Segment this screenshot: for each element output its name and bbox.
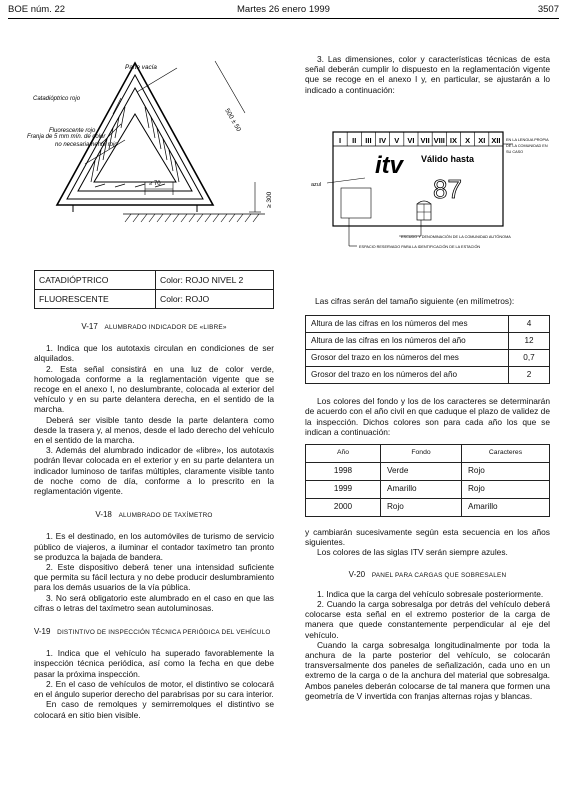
- label-parte-vacia: Parte vacía: [125, 64, 157, 71]
- header-rule: [8, 18, 559, 19]
- paragraph: 3. Además del alumbrado indicador de «libre», los autotaxis podrán llevar colocada en el exterior y en su parte delantera un indicador luminoso de tarifas múltiples, claramente visible tanto de noche como de día, conforme a lo prescrito en la reglamentación vigente.: [34, 445, 274, 497]
- annotation-azul: azul: [311, 182, 322, 188]
- paragraph: 2. Este dispositivo deberá tener una intensidad suficiente que permita su fácil lectura y no debe producir deslumbramiento para los demás usuarios de la vía pública.: [34, 562, 274, 593]
- coat-of-arms-icon: [417, 201, 431, 220]
- month-label: XII: [491, 136, 501, 145]
- section-title-v20: V-20 PANEL PARA CARGAS QUE SOBRESALEN: [348, 569, 507, 579]
- reflector-color-table: [34, 270, 274, 309]
- year-digits: 87: [433, 174, 462, 204]
- table-row: Altura de las cifras en los números del mes 4: [306, 316, 550, 333]
- paragraph: 1. Indica que los autotaxis circulan en condiciones de ser alquilados.: [34, 343, 274, 364]
- cell-color: Color: ROJO: [156, 290, 274, 309]
- annotation-lengua-2: DE LA COMUNIDAD EN: [506, 144, 548, 148]
- label-franja-1: Franja de 5 mm mín. de color: [27, 134, 106, 140]
- paragraph: Cuando la carga sobresalga longitudinalmente por toda la anchura de la parte posterior del vehículo, se colocarán transversalmente dos paneles de señalización, cada uno en un extremo de la carga o de la anchura del material que sobresalga. Ambos paneles deberán colocarse de tal manera que formen una geometría de V invertida con franjas alternas rojas y blancas.: [305, 639, 550, 701]
- month-label: XI: [478, 136, 486, 145]
- month-label: I: [339, 136, 342, 145]
- annotation-lengua-1: EN LA LENGUA PROPIA: [506, 138, 549, 142]
- dimension-300: ≥ 300: [266, 191, 273, 208]
- label-catadioptrico: Catadióptrico rojo: [33, 96, 81, 102]
- page-header: [8, 4, 559, 18]
- annotation-escudo: ESCUDO Y DENOMINACIÓN DE LA COMUNIDAD AUTÓNOMA: [401, 235, 511, 239]
- paragraph: 2. Esta señal consistirá en una luz de color verde, homologada conforme a la reglamentación vigente que se recoge en el anexo I, no deslumbrante, colocada al exterior del vehículo y en su parte delantera derecha, en el sentido de la marcha.: [34, 363, 274, 415]
- month-label: II: [352, 136, 357, 145]
- dimension-500: 500 ± 50: [223, 107, 242, 133]
- label-franja-2: no necesariamente rojo: [55, 142, 118, 148]
- paragraph: En caso de remolques y semirremolques el distintivo se colocará en sitio bien visible.: [34, 699, 274, 720]
- table-row: [35, 271, 274, 290]
- year-color-table: [305, 444, 550, 517]
- journal-issue: BOE núm. 22: [8, 4, 66, 15]
- paragraph: Las cifras serán del tamaño siguiente (en milímetros):: [315, 296, 515, 306]
- month-label: VI: [407, 136, 415, 145]
- page-number: 3507: [537, 4, 559, 15]
- paragraph: 3. Las dimensiones, color y características técnicas de esta señal deberán cumplir lo dispuesto en la reglamentación vigente que se recoge en el anexo I y, en particular, se ajustarán a lo indicado a continuación:: [305, 54, 550, 95]
- paragraph: 1. Es el destinado, en los automóviles de turismo de servicio público de viajeros, a iluminar el contador taxímetro tan pronto se produzca la bajada de bandera.: [34, 531, 274, 562]
- section-title-v18: V-18 ALUMBRADO DE TAXÍMETRO: [95, 510, 213, 520]
- valido-hasta: Válido hasta: [421, 154, 475, 164]
- paragraph: 3. No será obligatorio este alumbrado en el caso en que las cifras o letras del taxímetro sean autoluminosas.: [34, 592, 274, 613]
- dimension-70: ≥ 70: [149, 181, 161, 187]
- month-label: V: [394, 136, 400, 145]
- left-column: [34, 322, 274, 720]
- annotation-lengua-3: SU CASO: [506, 150, 524, 154]
- paragraph: 1. Indica que la carga del vehículo sobresale posteriormente.: [317, 588, 544, 599]
- paragraph: y cambiarán sucesivamente según esta secuencia en los años siguientes.: [305, 527, 550, 548]
- section-title-v19: V-19 DISTINTIVO DE INSPECCIÓN TÉCNICA PERIÓDICA DEL VEHÍCULO: [34, 627, 271, 637]
- table-row: 2000 Rojo Amarillo: [306, 499, 550, 517]
- month-label: X: [465, 136, 471, 145]
- month-label: VII: [420, 136, 430, 145]
- label-fluorescente: Fluorescente rojo: [49, 128, 96, 134]
- paragraph: 2. Cuando la carga sobresalga por detrás del vehículo deberá colocarse esta señal en el extremo posterior de la carga de manera que quede constantemente perpendicular al eje del vehículo.: [305, 599, 550, 640]
- table-row: 1998 Verde Rojo: [306, 463, 550, 481]
- paragraph: Deberá ser visible tanto desde la parte delantera como desde la trasera y, al menos, desde el lado derecho del vehículo en el sentido de la marcha.: [34, 414, 274, 446]
- paragraph: 1. Indica que el vehículo ha superado favorablemente la inspección técnica periódica, así como la fecha en que debe pasar la próxima inspección.: [34, 648, 274, 679]
- paragraph: 2. En el caso de vehículos de motor, el distintivo se colocará en el ángulo superior derecho del parabrisas por su cara interior.: [34, 678, 274, 700]
- itv-logo: itv: [375, 152, 404, 179]
- right-intro: [305, 54, 550, 95]
- table-row: 1999 Amarillo Rojo: [306, 481, 550, 499]
- right-column: [305, 296, 550, 701]
- paragraph: Los colores del fondo y los de los caracteres se determinarán de acuerdo con el año civil en que caduque el plazo de validez de la inspección. Dichos colores son para cada año los que se indican a continuación:: [305, 396, 550, 437]
- table-row: Altura de las cifras en los números del año 12: [306, 333, 550, 350]
- digit-size-table: [305, 315, 550, 384]
- table-row: Grosor del trazo en los números del año 2: [306, 367, 550, 384]
- table-row: Grosor del trazo en los números del mes 0,7: [306, 350, 550, 367]
- annotation-espacio: ESPACIO RESERVADO PARA LA IDENTIFICACIÓN DE LA ESTACIÓN: [359, 245, 481, 249]
- issue-date: Martes 26 enero 1999: [237, 4, 330, 15]
- paragraph: Los colores de las siglas ITV serán siempre azules.: [317, 547, 508, 558]
- table-header-row: Año Fondo Caracteres: [306, 445, 550, 463]
- month-label: IV: [379, 136, 387, 145]
- itv-sticker-figure: [305, 128, 555, 258]
- table-row: [35, 290, 274, 309]
- month-strip: [339, 132, 500, 146]
- section-title-v17: V-17 ALUMBRADO INDICADOR DE «LIBRE»: [81, 322, 227, 331]
- month-label: IX: [449, 136, 457, 145]
- warning-triangle-figure: [25, 52, 280, 228]
- month-label: III: [365, 136, 372, 145]
- month-label: VIII: [433, 136, 445, 145]
- cell-name: FLUORESCENTE: [35, 290, 156, 309]
- cell-name: CATADIÓPTRICO: [35, 271, 156, 290]
- cell-color: Color: ROJO NIVEL 2: [156, 271, 274, 290]
